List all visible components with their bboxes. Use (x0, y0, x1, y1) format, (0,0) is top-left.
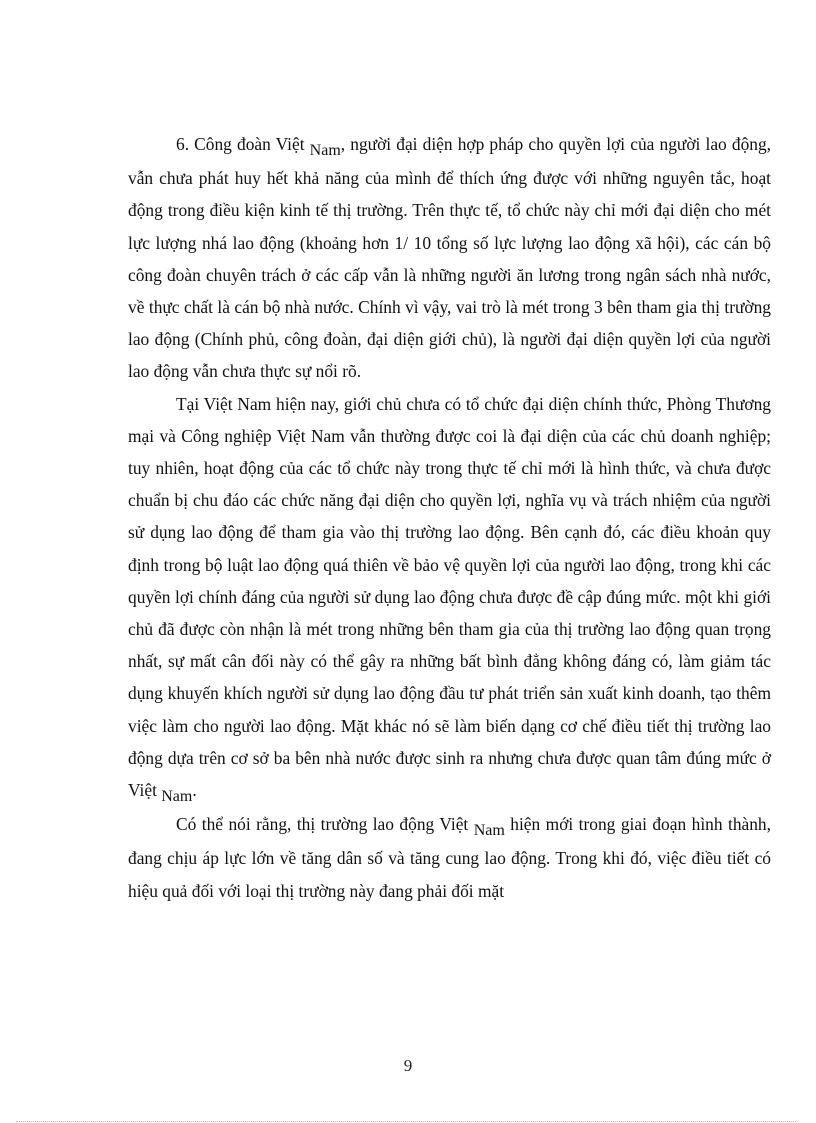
text-run-subscript-nam: Nam (161, 788, 193, 806)
text-run: . (192, 780, 197, 801)
body-text (128, 128, 771, 907)
text-run: , người đại diện hợp pháp cho quyền lợi của người lao động, vẫn chưa phát huy hết khả năng của mình để thích ứng được với những nguyên tắc, hoạt động trong điều kiện kinh tế thị trường. Trên thực tế, tổ chức này chỉ mới đại diện cho mét lực lượng nhá lao động (khoảng hơn 1/ 10 tổng số lực lượng lao động xã hội), các cán bộ công đoàn chuyên trách ở các cấp vẫn là những người ăn lương trong ngân sách nhà nước, về thực chất là cán bộ nhà nước. Chính vì vậy, vai trò là mét trong 3 bên tham gia thị trường lao động (Chính phủ, công đoàn, đại diện giới chủ), là người đại diện quyền lợi của người lao động vẫn chưa thực sự nổi rõ. (128, 134, 772, 382)
text-run-subscript-nam: Nam (309, 142, 341, 159)
text-run: Tại Việt Nam hiện nay, giới chủ chưa có tổ chức đại diện chính thức, Phòng Thương mại và Công nghiệp Việt Nam vẫn thường được coi là đại diện của các chủ doanh nghiệp; tuy nhiên, hoạt động của các tổ chức này trong thực tế chỉ mới là hình thức, và chưa được chuẩn bị chu đáo các chức năng đại diện cho quyền lợi, nghĩa vụ và trách nhiệm của người sử dụng lao động để tham gia vào thị trường lao động. Bên cạnh đó, các điều khoản quy định trong bộ luật lao động quá thiên về bảo vệ quyền lợi của người lao động, trong khi các quyền lợi chính đáng của người sử dụng lao động chưa được đề cập đúng mức. một khi giới chủ đã được còn nhận là mét trong những bên tham gia của thị trường lao động quan trọng nhất, sự mất cân đối này có thể gây ra những bất bình đẳng không đáng có, làm giảm tác dụng khuyến khích người sử dụng lao động đầu tư phát triển sản xuất kinh doanh, tạo thêm việc làm cho người lao động. Mặt khác nó sẽ làm biến dạng cơ chế điều tiết thị trường lao động dựa trên cơ sở ba bên nhà nước được sinh ra nhưng chưa được quan tâm đúng mức ở Việt (128, 393, 771, 801)
text-run-subscript-nam: Nam (473, 822, 505, 840)
page-number: 9 (403, 1056, 413, 1075)
page-bottom-divider (16, 1121, 796, 1122)
text-run: Có thể nói rằng, thị trường lao động Việt (176, 814, 474, 835)
text-run: hiện mới trong giai đoạn hình thành, đang chịu áp lực lớn về tăng dân số và tăng cung lao động. Trong khi đó, việc điều tiết có hiệu quả đối với loại thị trường này đang phải đối mặt (128, 814, 771, 901)
paragraph-1 (128, 128, 771, 388)
text-run: 6. Công đoàn Việt (176, 134, 310, 154)
paragraph-2 (128, 388, 771, 809)
paragraph-3 (128, 808, 771, 907)
